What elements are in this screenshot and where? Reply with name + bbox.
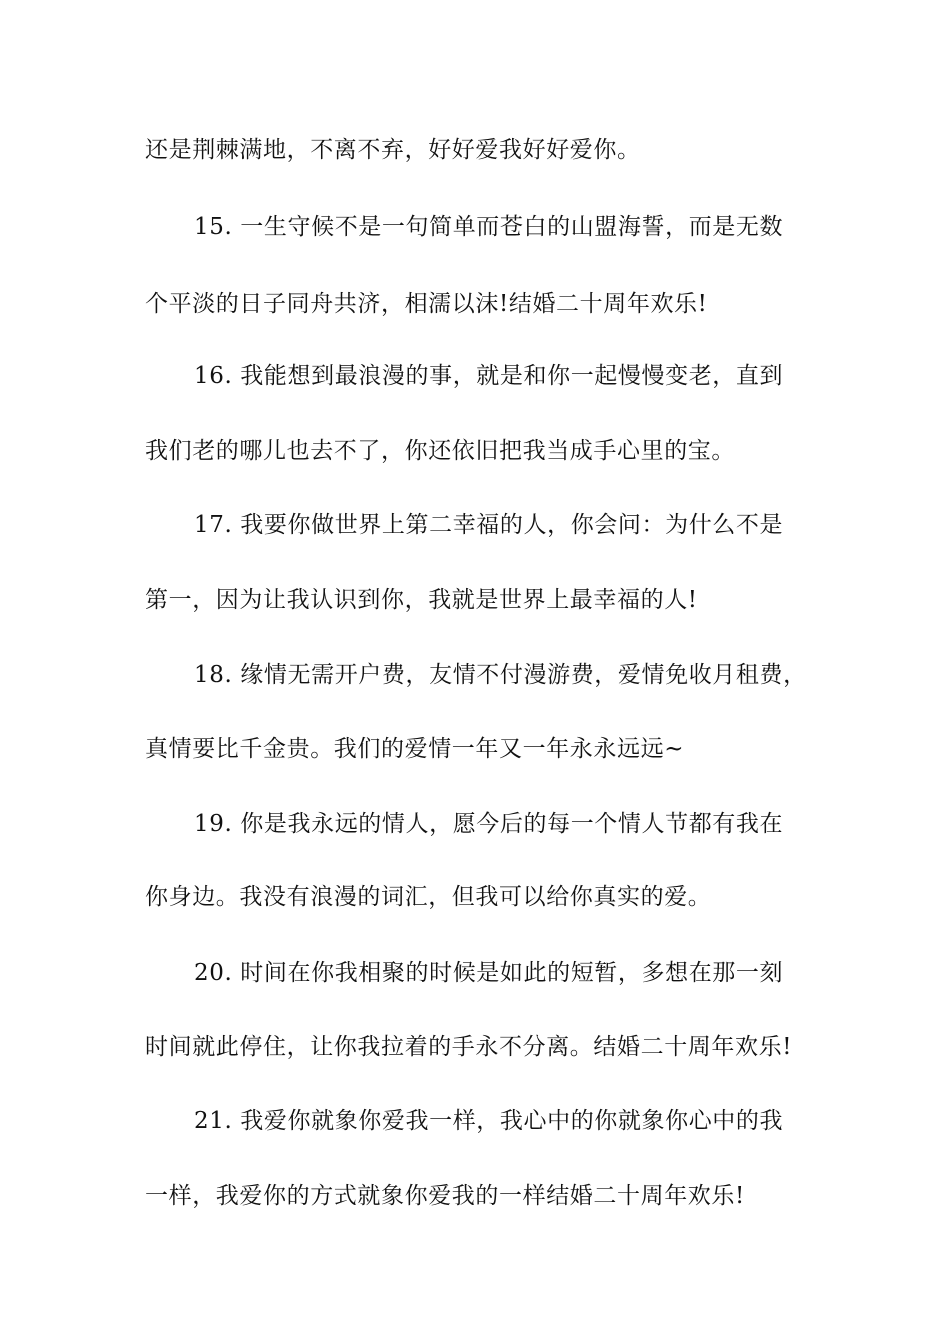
item-21-first-line: 21. 我爱你就象你爱我一样，我心中的你就象你心中的我: [194, 1108, 784, 1134]
item-15-second-line: 个平淡的日子同舟共济，相濡以沫!结婚二十周年欢乐!: [145, 291, 708, 317]
item-19-second-line: 你身边。我没有浪漫的词汇，但我可以给你真实的爱。: [145, 884, 712, 910]
item-20-second-line: 时间就此停住，让你我拉着的手永不分离。结婚二十周年欢乐!: [145, 1034, 793, 1060]
item-17-first-line: 17. 我要你做世界上第二幸福的人，你会问：为什么不是: [194, 512, 784, 538]
item-20-first-line: 20. 时间在你我相聚的时候是如此的短暂，多想在那一刻: [194, 960, 784, 986]
item-17-second-line: 第一，因为让我认识到你，我就是世界上最幸福的人!: [145, 587, 698, 613]
item-18-first-line: 18. 缘情无需开户费，友情不付漫游费，爱情免收月租费，: [194, 662, 807, 688]
item-16-first-line: 16. 我能想到最浪漫的事，就是和你一起慢慢变老，直到: [194, 363, 784, 389]
item-16-second-line: 我们老的哪儿也去不了，你还依旧把我当成手心里的宝。: [145, 438, 735, 464]
item-21-second-line: 一样，我爱你的方式就象你爱我的一样结婚二十周年欢乐!: [145, 1183, 745, 1209]
item-19-first-line: 19. 你是我永远的情人，愿今后的每一个情人节都有我在: [194, 811, 784, 837]
item-15-first-line: 15. 一生守候不是一句简单而苍白的山盟海誓，而是无数: [194, 214, 784, 240]
text-line-continuation: 还是荆棘满地，不离不弃，好好爱我好好爱你。: [145, 137, 641, 163]
item-18-second-line: 真情要比千金贵。我们的爱情一年又一年永永远远~: [145, 736, 685, 762]
